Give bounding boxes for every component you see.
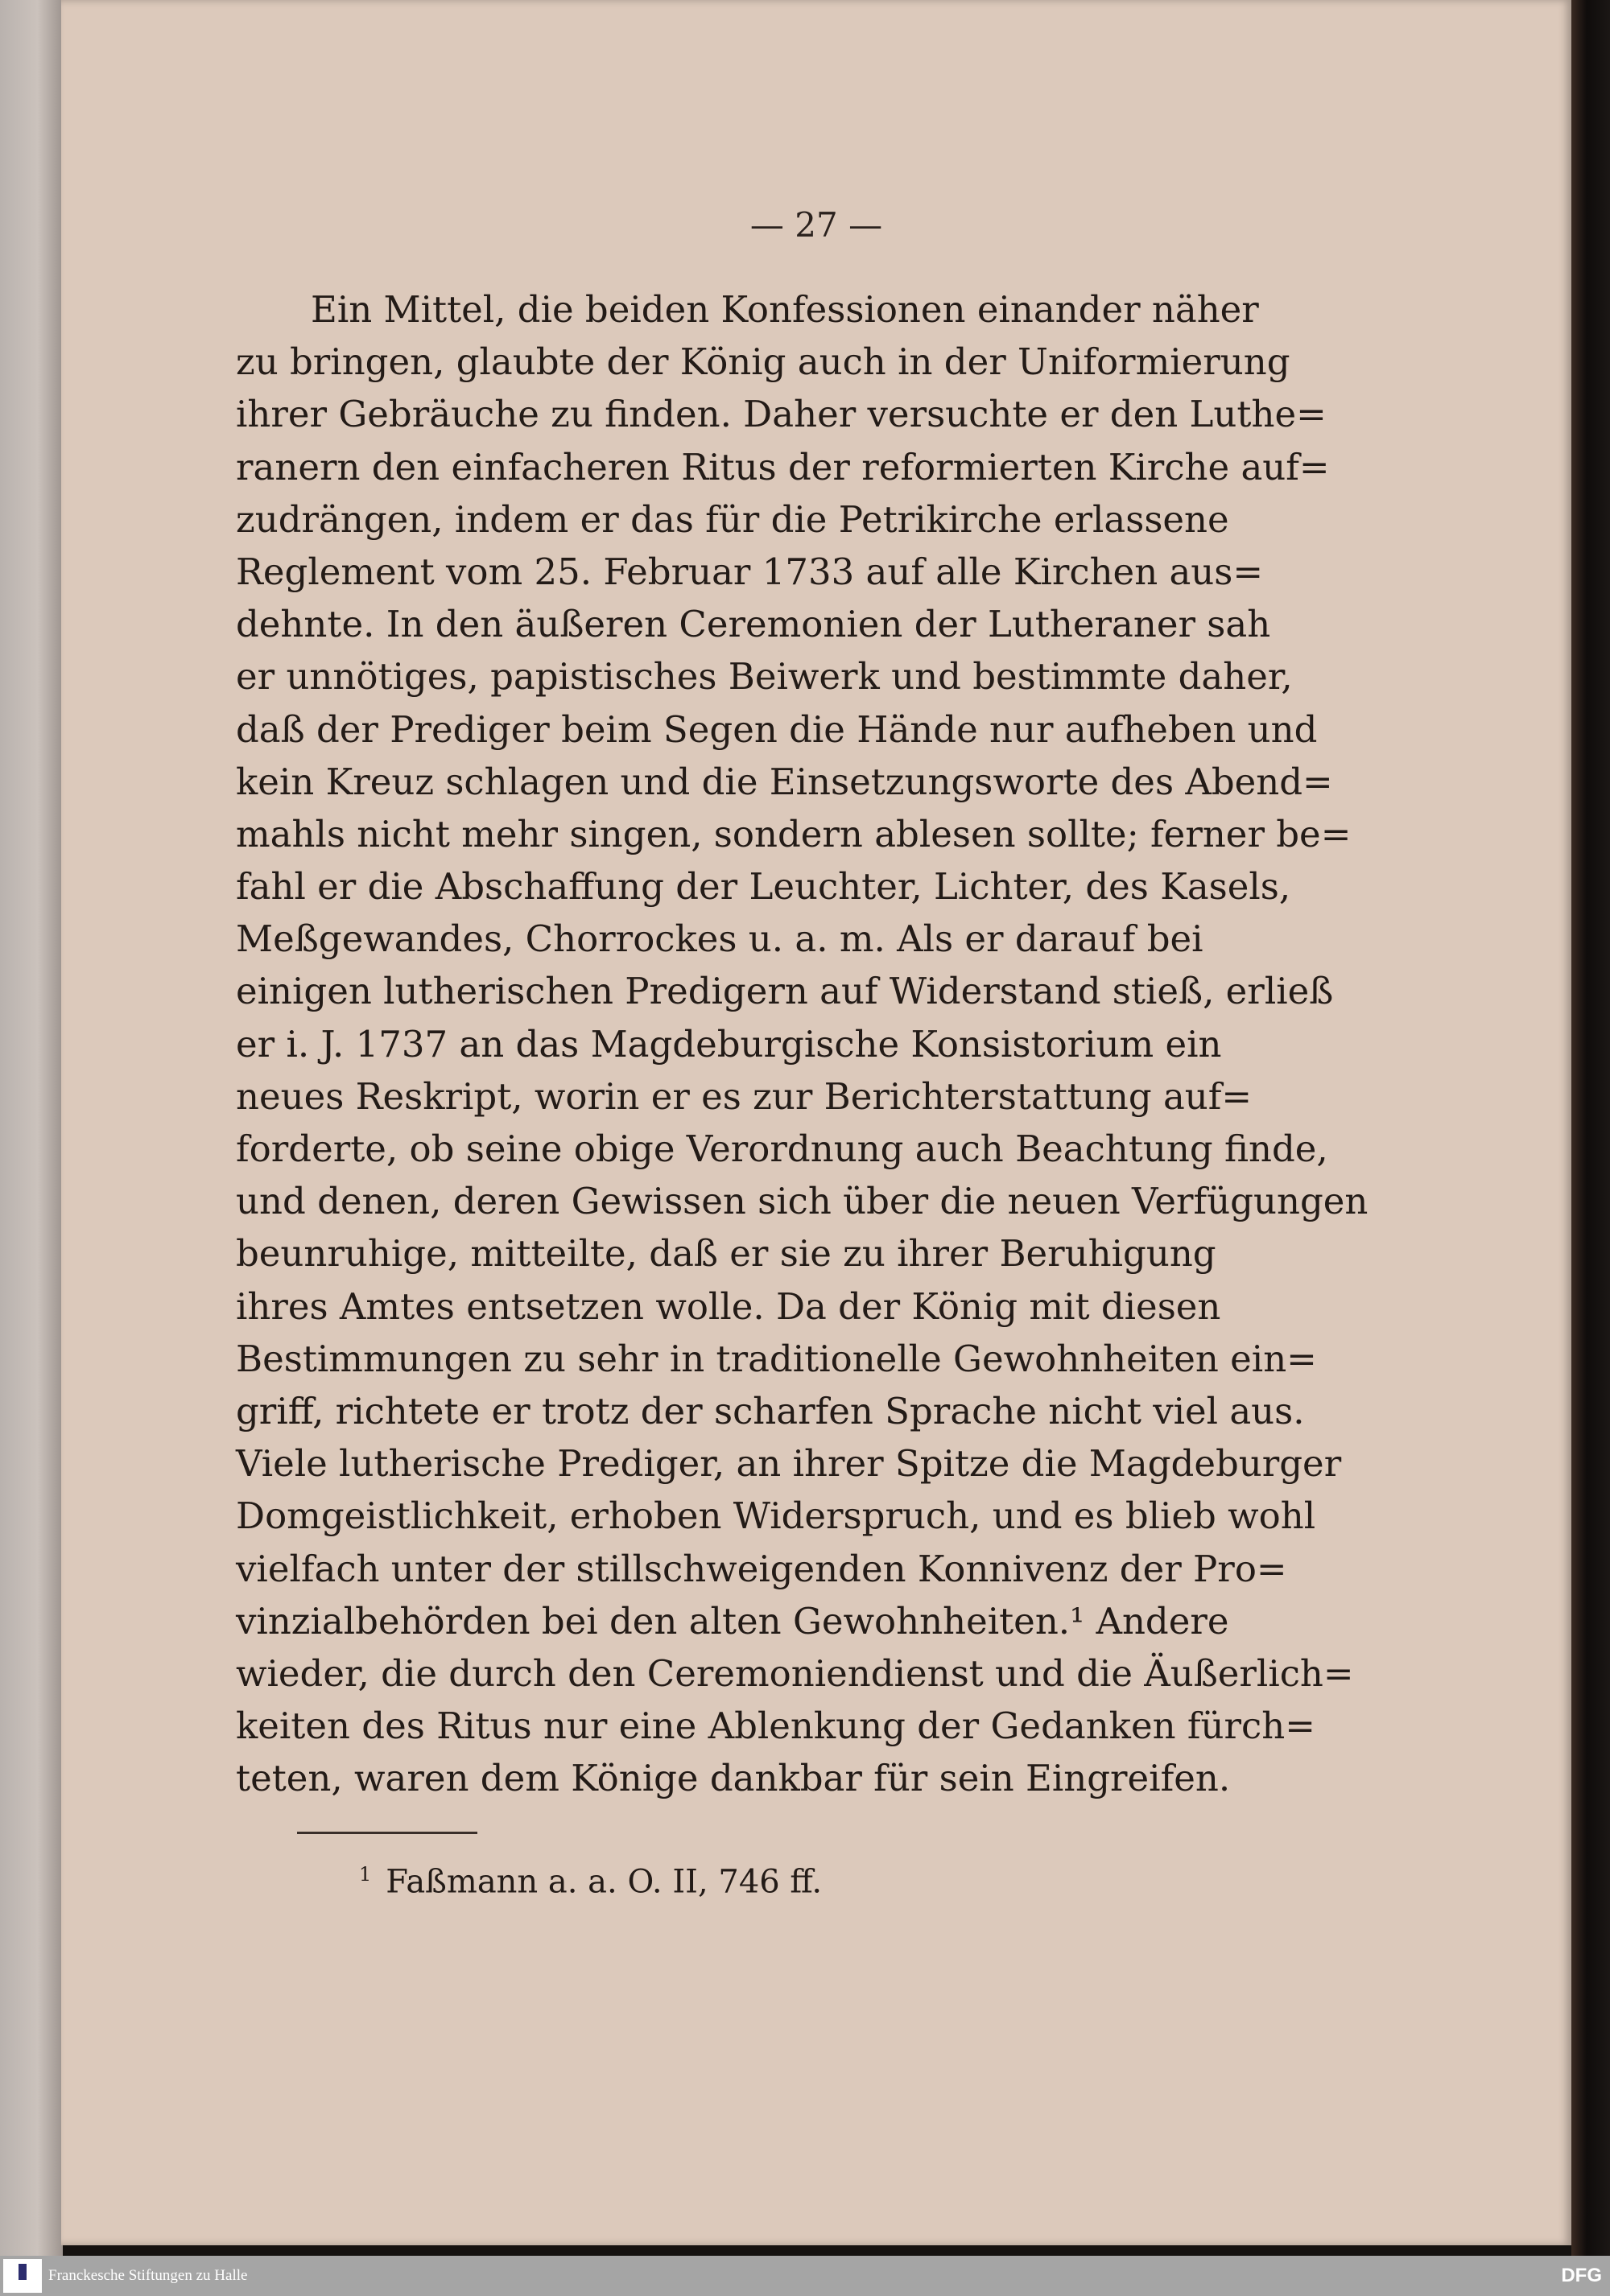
text-line: teten, waren dem Könige dankbar für sein Eingreifen. bbox=[236, 1757, 1231, 1800]
page-number: — 27 — bbox=[749, 205, 883, 245]
text-line: keiten des Ritus nur eine Ablenkung der Gedanken fürch= bbox=[236, 1704, 1315, 1748]
institution-logo bbox=[3, 2259, 42, 2293]
text-line: Viele lutherische Prediger, an ihrer Spitze die Magdeburger bbox=[236, 1442, 1342, 1486]
text-line: wieder, die durch den Ceremoniendienst und die Äußerlich= bbox=[236, 1651, 1354, 1695]
text-line: mahls nicht mehr singen, sondern ablesen sollte; ferner be= bbox=[236, 812, 1352, 855]
text-line: Reglement vom 25. Februar 1733 auf alle Kirchen aus= bbox=[236, 550, 1264, 593]
text-line: fahl er die Abschaffung der Leuchter, Lichter, des Kasels, bbox=[236, 865, 1291, 909]
text-line: Meßgewandes, Chorrockes u. a. m. Als er darauf bei bbox=[236, 917, 1203, 961]
text-line: er unnötiges, papistisches Beiwerk und bestimmte daher, bbox=[236, 655, 1293, 699]
facing-page-edge bbox=[0, 0, 63, 2256]
text-line: ihrer Gebräuche zu finden. Daher versuchte er den Luthe= bbox=[236, 393, 1327, 436]
text-line: beunruhige, mitteilte, daß er sie zu ihrer Beruhigung bbox=[236, 1232, 1216, 1276]
text-line: zudrängen, indem er das für die Petrikirche erlassene bbox=[236, 497, 1229, 541]
text-line: vielfach unter der stillschweigenden Konnivenz der Pro= bbox=[236, 1547, 1287, 1590]
text-line: zu bringen, glaubte der König auch in der Uniformierung bbox=[236, 340, 1290, 384]
text-line: er i. J. 1737 an das Magdeburgische Konsistorium ein bbox=[236, 1022, 1222, 1066]
text-line: forderte, ob seine obige Verordnung auch Beachtung finde, bbox=[236, 1127, 1328, 1170]
text-line: Bestimmungen zu sehr in traditionelle Gewohnheiten ein= bbox=[236, 1337, 1317, 1380]
text-line: ranern den einfacheren Ritus der reformierten Kirche auf= bbox=[236, 445, 1330, 488]
text-line: Ein Mittel, die beiden Konfessionen einander näher bbox=[311, 288, 1259, 331]
text-line: ihres Amtes entsetzen wolle. Da der König mit diesen bbox=[236, 1284, 1221, 1328]
footnote-rule bbox=[297, 1832, 477, 1834]
footnote bbox=[359, 1863, 822, 1900]
text-line: kein Kreuz schlagen und die Einsetzungsworte des Abend= bbox=[236, 760, 1333, 803]
text-line: einigen lutherischen Predigern auf Widerstand stieß, erließ bbox=[236, 970, 1334, 1013]
dfg-logo: DFG bbox=[1561, 2265, 1602, 2286]
book-binding bbox=[1571, 0, 1610, 2256]
text-line: vinzialbehörden bei den alten Gewohnheiten.¹ Andere bbox=[236, 1599, 1229, 1643]
text-line: Domgeistlichkeit, erhoben Widerspruch, und es blieb wohl bbox=[236, 1494, 1316, 1538]
institution-name: Franckesche Stiftungen zu Halle bbox=[48, 2267, 248, 2284]
body-text bbox=[236, 283, 1368, 1804]
text-line: und denen, deren Gewissen sich über die neuen Verfügungen bbox=[236, 1180, 1368, 1223]
footnote-marker: 1 bbox=[359, 1863, 372, 1886]
text-line: dehnte. In den äußeren Ceremonien der Lutheraner sah bbox=[236, 603, 1271, 646]
text-line: daß der Prediger beim Segen die Hände nur aufheben und bbox=[236, 707, 1318, 751]
text-line: neues Reskript, worin er es zur Berichterstattung auf= bbox=[236, 1074, 1253, 1118]
text-line: griff, richtete er trotz der scharfen Sprache nicht viel aus. bbox=[236, 1389, 1305, 1432]
footnote-text: Faßmann a. a. O. II, 746 ff. bbox=[386, 1863, 823, 1901]
viewer-footer bbox=[0, 2256, 1610, 2296]
